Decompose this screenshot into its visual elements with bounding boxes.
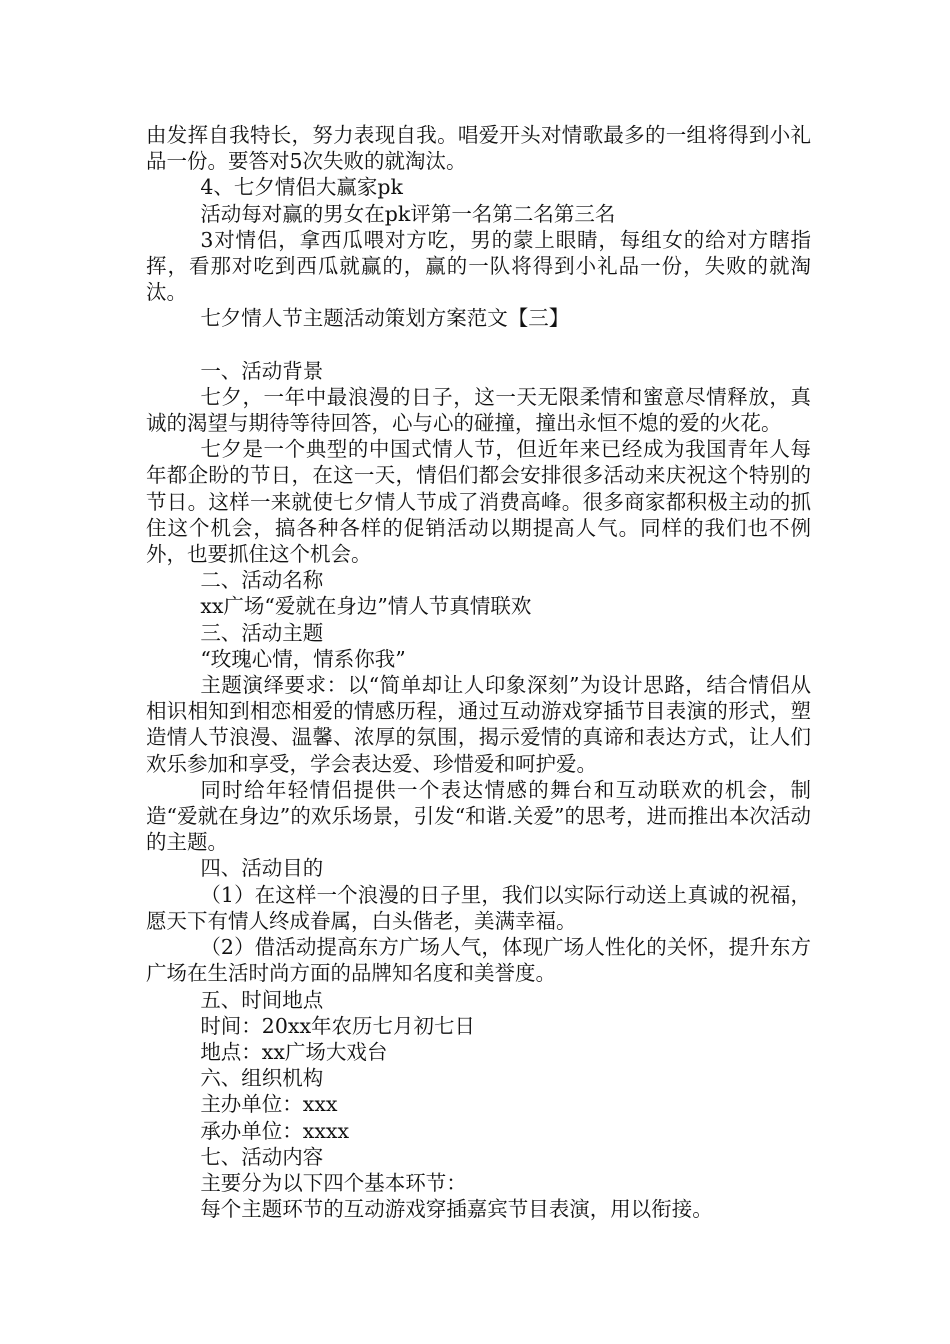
paragraph: 每个主题环节的互动游戏穿插嘉宾节目表演，用以衔接。 <box>200 1197 713 1222</box>
paragraph: 时间：20xx年农历七月初七日 <box>200 1013 476 1038</box>
paragraph: （2）借活动提高东方广场人气，体现广场人性化的关怀，提升东方广场在生活时尚方面的品牌知名度和美誉度。 <box>146 935 811 986</box>
paragraph: 六、组织机构 <box>200 1066 324 1091</box>
document-body <box>146 122 811 1222</box>
paragraph: 承办单位：xxxx <box>200 1118 350 1143</box>
paragraph: （1）在这样一个浪漫的日子里，我们以实际行动送上真诚的祝福，愿天下有情人终成眷属，白头偕老，美满幸福。 <box>146 882 811 933</box>
paragraph: xx广场“爱就在身边”情人节真情联欢 <box>200 594 532 619</box>
paragraph: 3对情侣，拿西瓜喂对方吃，男的蒙上眼睛，每组女的给对方瞎指挥，看那对吃到西瓜就赢的，赢的一队将得到小礼品一份，失败的就淘汰。 <box>146 227 811 305</box>
paragraph: 四、活动目的 <box>200 856 324 881</box>
paragraph: 一、活动背景 <box>200 358 324 383</box>
paragraph: “玫瑰心情，情系你我” <box>200 646 406 671</box>
paragraph: 4、七夕情侣大赢家pk <box>200 175 403 200</box>
paragraph: 七、活动内容 <box>200 1144 324 1169</box>
paragraph: 七夕，一年中最浪漫的日子，这一天无限柔情和蜜意尽情释放，真诚的渴望与期待等待回答，心与心的碰撞，撞出永恒不熄的爱的火花。 <box>146 384 811 436</box>
paragraph: 二、活动名称 <box>200 568 324 593</box>
paragraph: 五、时间地点 <box>200 987 324 1012</box>
blank-line <box>146 332 811 358</box>
paragraph: 主办单位：xxx <box>200 1092 338 1117</box>
paragraph: 同时给年轻情侣提供一个表达情感的舞台和互动联欢的机会，制造“爱就在身边”的欢乐场景，引发“和谐.关爱”的思考，进而推出本次活动的主题。 <box>146 777 811 855</box>
paragraph: 三、活动主题 <box>200 620 324 645</box>
paragraph: 活动每对赢的男女在pk评第一名第二名第三名 <box>200 201 616 226</box>
paragraph: 七夕情人节主题活动策划方案范文【三】 <box>200 306 570 331</box>
paragraph: 由发挥自我特长，努力表现自我。唱爱开头对情歌最多的一组将得到小礼品一份。要答对5次失败的就淘汰。 <box>146 123 811 174</box>
paragraph: 主要分为以下四个基本环节： <box>200 1170 467 1195</box>
paragraph: 地点：xx广场大戏台 <box>200 1039 388 1064</box>
paragraph: 七夕是一个典型的中国式情人节，但近年来已经成为我国青年人每年都企盼的节日，在这一天，情侣们都会安排很多活动来庆祝这个特别的节日。这样一来就使七夕情人节成了消费高峰。很多商家都积极主动的抓住这个机会，搞各种各样的促销活动以期提高人气。同样的我们也不例外，也要抓住这个机会。 <box>146 437 811 567</box>
paragraph: 主题演绎要求：以“简单却让人印象深刻”为设计思路，结合情侣从相识相知到相恋相爱的情感历程，通过互动游戏穿插节目表演的形式，塑造情人节浪漫、温馨、浓厚的氛围，揭示爱情的真谛和表达方式，让人们欢乐参加和享受，学会表达爱、珍惜爱和呵护爱。 <box>146 673 811 776</box>
